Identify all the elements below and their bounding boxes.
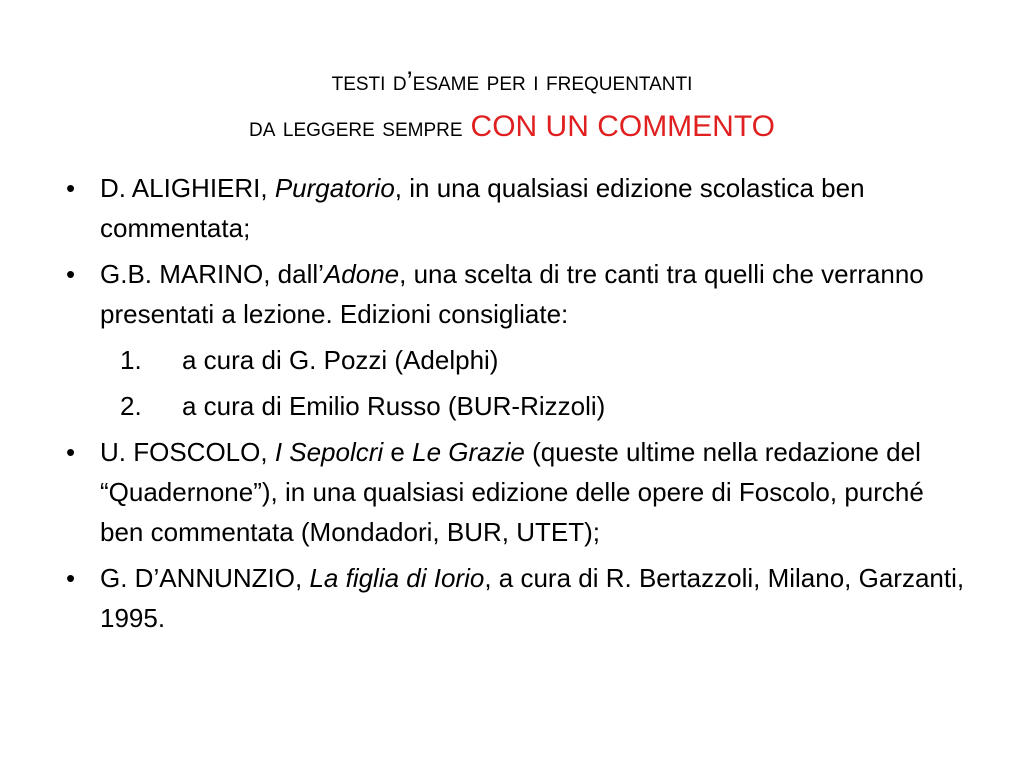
numbered-item-number: 1. [120,345,142,375]
title-line-2 [0,104,1024,150]
bullet-text-segment: e [383,437,413,467]
bullet-text-segment: , a cura di R. Bertazzoli, Milano, Garzanti, 1995. [100,563,965,633]
bullet-text-segment: U. FOSCOLO, [100,437,275,467]
bullet-text-segment: , in una qualsiasi edizione scolastica ben commentata; [100,173,865,243]
bullet-item [66,558,966,638]
bullet-italic-title: Le Grazie [412,437,525,467]
bullet-text-segment: D. ALIGHIERI, [100,173,275,203]
slide-title [0,58,1024,150]
bullet-marker: • [66,173,76,203]
bullet-text-segment: , una scelta di tre canti tra quelli che verranno presentati a lezione. Edizioni consigliate: [100,259,924,329]
bullet-text-segment: G.B. MARINO, dall’ [100,259,324,289]
numbered-item-text: a cura di Emilio Russo (BUR-Rizzoli) [182,391,606,421]
numbered-item-number: 2. [120,391,142,421]
bullet-item [66,168,966,248]
bullet-item [66,432,966,552]
numbered-item [66,386,966,426]
numbered-sublist [66,340,966,426]
bullet-text-segment: G. D’ANNUNZIO, [100,563,310,593]
bullet-text-segment: (queste ultime nella redazione del “Quadernone”), in una qualsiasi edizione delle opere di Foscolo, purché ben commentata (Mondadori, BUR, UTET); [100,437,924,547]
bullet-marker: • [66,563,76,593]
bullet-italic-title: Adone [323,259,400,289]
title-line-1: testi d’esame per i frequentanti [331,66,693,96]
title-line-2-text: da leggere sempre [249,112,463,142]
bullet-list [66,168,966,644]
bullet-italic-title: La figlia di Iorio [309,563,485,593]
numbered-item [66,340,966,380]
bullet-italic-title: Purgatorio [274,173,395,203]
bullet-item [66,254,966,334]
bullet-marker: • [66,259,76,289]
bullet-marker: • [66,437,76,467]
numbered-item-text: a cura di G. Pozzi (Adelphi) [182,345,499,375]
title-accent: CON UN COMMENTO [470,110,775,143]
bullet-italic-title: I Sepolcri [274,437,384,467]
